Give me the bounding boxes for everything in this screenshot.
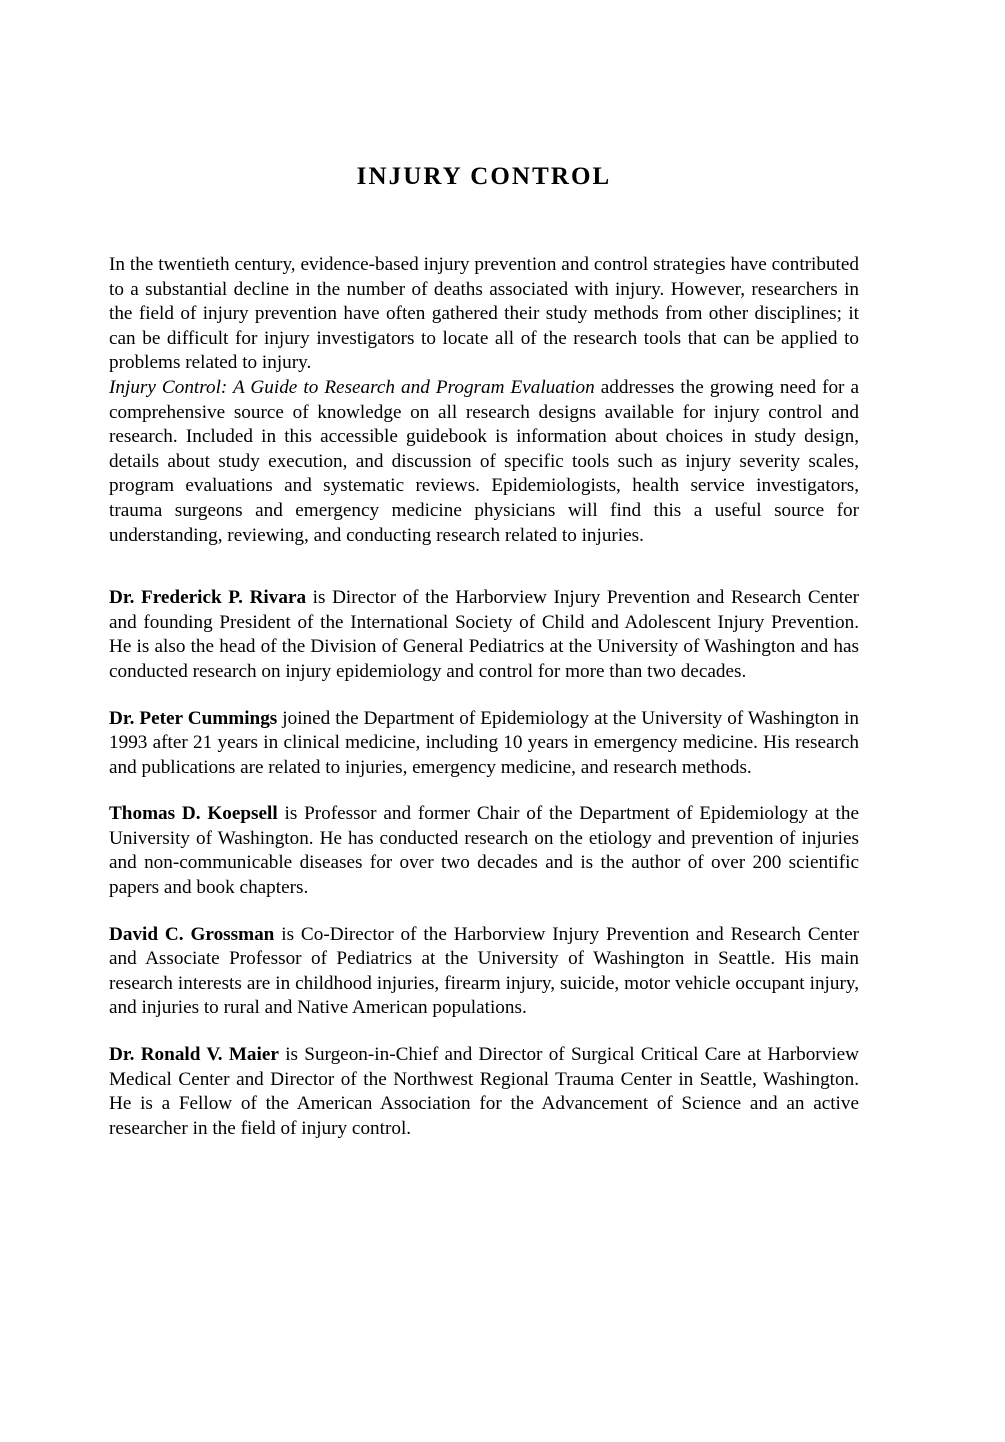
description-paragraph-2-text: addresses the growing need for a comprehensive source of knowledge on all research designs available for injury control and research. Included in this accessible guidebook is information about choices in study design, details about study execution, and discussion of specific tools such as injury severity scales, program evaluations and systematic reviews. Epidemiologists, health service investigators, trauma surgeons and emergency medicine physicians will find this a useful source for understanding, reviewing, and conducting research related to injuries.	[109, 376, 860, 546]
author-bio-text: is Professor and former Chair of the Department of Epidemiology at the University of Washington. He has conducted research on the etiology and prevention of injuries and non-communicable diseases for over two decades and is the author of over 200 scientific papers and book chapters.	[109, 803, 859, 899]
page-title: INJURY CONTROL	[356, 163, 612, 190]
author-bio-text: is Surgeon-in-Chief and Director of Surgical Critical Care at Harborview Medical Center and Director of the Northwest Regional Trauma Center in Seattle, Washington. He is a Fellow of the American Association for the Advancement of Science and an active researcher in the field of injury control.	[109, 1044, 859, 1139]
description-paragraph-1: In the twentieth century, evidence-based injury prevention and control strategies have contributed to a substantial decline in the number of deaths associated with injury. However, researchers in the field of injury prevention have often gathered their study methods from other disciplines; it can be difficult for injury investigators to locate all of the research tools that can be applied to problems related to injury.	[109, 254, 859, 374]
author-name: Dr. Peter Cummings	[109, 707, 278, 729]
author-bio-maier	[109, 1021, 859, 1141]
author-bio-paragraph	[109, 923, 859, 1021]
author-name: Thomas D. Koepsell	[109, 803, 278, 825]
author-name: Dr. Ronald V. Maier	[109, 1044, 279, 1066]
book-full-title: Injury Control: A Guide to Research and Program Evaluation	[109, 376, 595, 398]
author-name: David C. Grossman	[109, 923, 275, 945]
author-bio-paragraph	[109, 586, 859, 684]
author-bio-koepsell	[109, 780, 859, 900]
author-bio-paragraph	[109, 802, 859, 900]
author-bio-grossman	[109, 901, 859, 1021]
author-bio-text: joined the Department of Epidemiology at the University of Washington in 1993 after 21 years in clinical medicine, including 10 years in emergency medicine. His research and publications are related to injuries, emergency medicine, and research methods.	[109, 707, 859, 778]
author-bio-text: is Director of the Harborview Injury Prevention and Research Center and founding President of the International Society of Child and Adolescent Injury Prevention. He is also the head of the Division of General Pediatrics at the University of Washington and has conducted research on injury epidemiology and control for more than two decades.	[109, 587, 860, 682]
author-bio-paragraph	[109, 1043, 859, 1141]
author-bio-text: is Co-Director of the Harborview Injury Prevention and Research Center and Associate Professor of Pediatrics at the University of Washington in Seattle. His main research interests are in childhood injuries, firearm injury, suicide, motor vehicle occupant injury, and injuries to rural and Native American populations.	[109, 923, 860, 1019]
author-bio-rivara	[109, 548, 859, 684]
author-bio-cummings	[109, 685, 859, 781]
author-bio-paragraph	[109, 707, 859, 781]
author-name: Dr. Frederick P. Rivara	[109, 587, 307, 609]
description-paragraph-2	[109, 376, 859, 548]
book-description	[109, 192, 859, 548]
page-content	[109, 0, 859, 1141]
